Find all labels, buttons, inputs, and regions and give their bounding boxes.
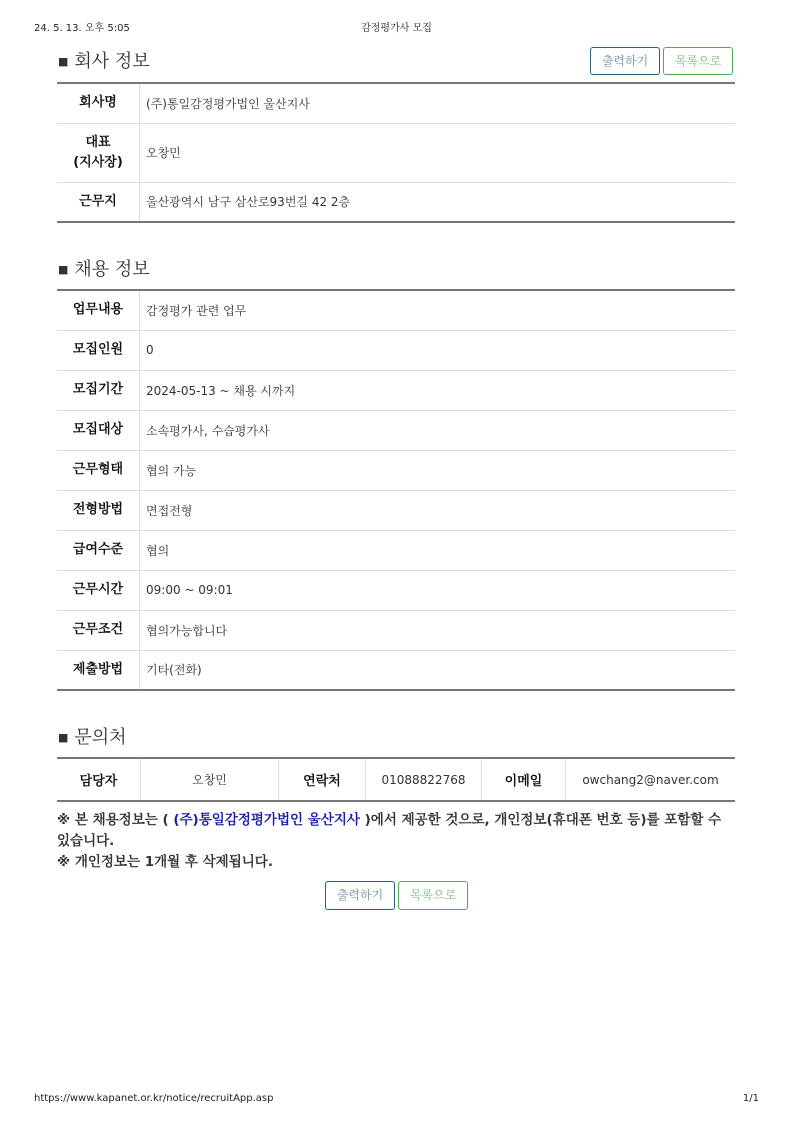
manager-label: 담당자 xyxy=(57,758,141,801)
recruit-value-duty: 감정평가 관련 업무 xyxy=(146,303,247,318)
recruit-section-label: 채용 정보 xyxy=(74,259,150,280)
recruit-value-period: 2024-05-13 ~ 채용 시까지 xyxy=(140,370,736,410)
location-value: 울산광역시 남구 삼산로93번길 42 2층 xyxy=(140,182,736,222)
recruit-label-conditions: 근무조건 xyxy=(57,610,140,650)
recruit-value-screening: 면접전형 xyxy=(140,490,736,530)
recruit-row xyxy=(57,650,735,690)
recruit-row xyxy=(57,410,735,450)
recruit-label-salary: 급여수준 xyxy=(57,530,140,570)
recruit-value-conditions: 협의가능합니다 xyxy=(140,610,736,650)
email-label: 이메일 xyxy=(482,758,566,801)
ceo-label-line2: (지사장) xyxy=(73,154,123,170)
contact-row xyxy=(57,758,735,801)
notice-line-1 xyxy=(57,810,737,852)
recruit-label-worktype: 근무형태 xyxy=(57,450,140,490)
recruit-section-title xyxy=(58,255,150,281)
notice-suffix: )에서 제공한 것으로, 개인정보(휴대폰 번호 등)를 포함할 수 있습니다. xyxy=(57,812,722,849)
company-section-title xyxy=(58,47,150,73)
recruit-row xyxy=(57,610,735,650)
notice-line-2: ※ 개인정보는 1개월 후 삭제됩니다. xyxy=(57,854,273,870)
recruit-row xyxy=(57,370,735,410)
notice-company-name: (주)통일감정평가법인 울산지사 xyxy=(173,812,360,828)
contact-section-title xyxy=(58,723,127,749)
recruit-label-period: 모집기간 xyxy=(57,370,140,410)
recruit-value-salary: 협의 xyxy=(140,530,736,570)
ceo-value: 오창민 xyxy=(140,123,736,182)
recruit-row xyxy=(57,290,735,330)
print-button-top[interactable]: 출력하기 xyxy=(590,47,660,75)
notice-prefix: ※ 본 채용정보는 ( xyxy=(57,812,174,828)
print-datetime: 24. 5. 13. 오후 5:05 xyxy=(34,23,130,34)
page-number: 1/1 xyxy=(742,1093,759,1104)
recruit-row xyxy=(57,450,735,490)
privacy-notice xyxy=(57,810,737,873)
manager-value: 오창민 xyxy=(141,758,279,801)
company-name-label: 회사명 xyxy=(57,83,140,123)
phone-value: 01088822768 xyxy=(366,758,482,801)
recruit-value-target: 소속평가사, 수습평가사 xyxy=(140,410,736,450)
ceo-label-line1: 대표 xyxy=(85,134,111,150)
recruit-row xyxy=(57,570,735,610)
bullet-square-icon: ■ xyxy=(58,263,69,276)
recruit-row xyxy=(57,330,735,370)
company-row-ceo xyxy=(57,123,735,182)
contact-section-label: 문의처 xyxy=(74,727,127,748)
recruit-value-headcount: 0 xyxy=(140,330,736,370)
company-name-value: (주)통일감정평가법인 울산지사 xyxy=(146,96,310,111)
recruit-value-worktype: 협의 가능 xyxy=(140,450,736,490)
list-button-top[interactable]: 목록으로 xyxy=(663,47,733,75)
page-url: https://www.kapanet.or.kr/notice/recruitApp.asp xyxy=(34,1093,274,1104)
phone-label: 연락처 xyxy=(279,758,366,801)
ceo-label xyxy=(57,123,140,182)
email-value: owchang2@naver.com xyxy=(582,772,719,787)
bullet-square-icon: ■ xyxy=(58,731,69,744)
recruit-label-duty: 업무내용 xyxy=(57,290,140,330)
print-title: 감정평가사 모집 xyxy=(361,23,432,34)
recruit-row xyxy=(57,490,735,530)
recruit-label-screening: 전형방법 xyxy=(57,490,140,530)
company-info-table xyxy=(57,82,735,223)
company-row-location xyxy=(57,182,735,222)
company-section-label: 회사 정보 xyxy=(74,51,150,72)
recruit-value-submission: 기타(전화) xyxy=(140,650,736,690)
location-label: 근무지 xyxy=(57,182,140,222)
recruit-label-hours: 근무시간 xyxy=(57,570,140,610)
list-button-bottom[interactable]: 목록으로 xyxy=(398,881,468,910)
recruit-label-submission: 제출방법 xyxy=(57,650,140,690)
recruit-label-headcount: 모집인원 xyxy=(57,330,140,370)
company-row-name xyxy=(57,83,735,123)
recruit-value-hours: 09:00 ~ 09:01 xyxy=(140,570,736,610)
contact-table xyxy=(57,757,735,802)
recruit-label-target: 모집대상 xyxy=(57,410,140,450)
recruit-info-table xyxy=(57,289,735,691)
recruit-row xyxy=(57,530,735,570)
bullet-square-icon: ■ xyxy=(58,55,69,68)
print-button-bottom[interactable]: 출력하기 xyxy=(325,881,395,910)
